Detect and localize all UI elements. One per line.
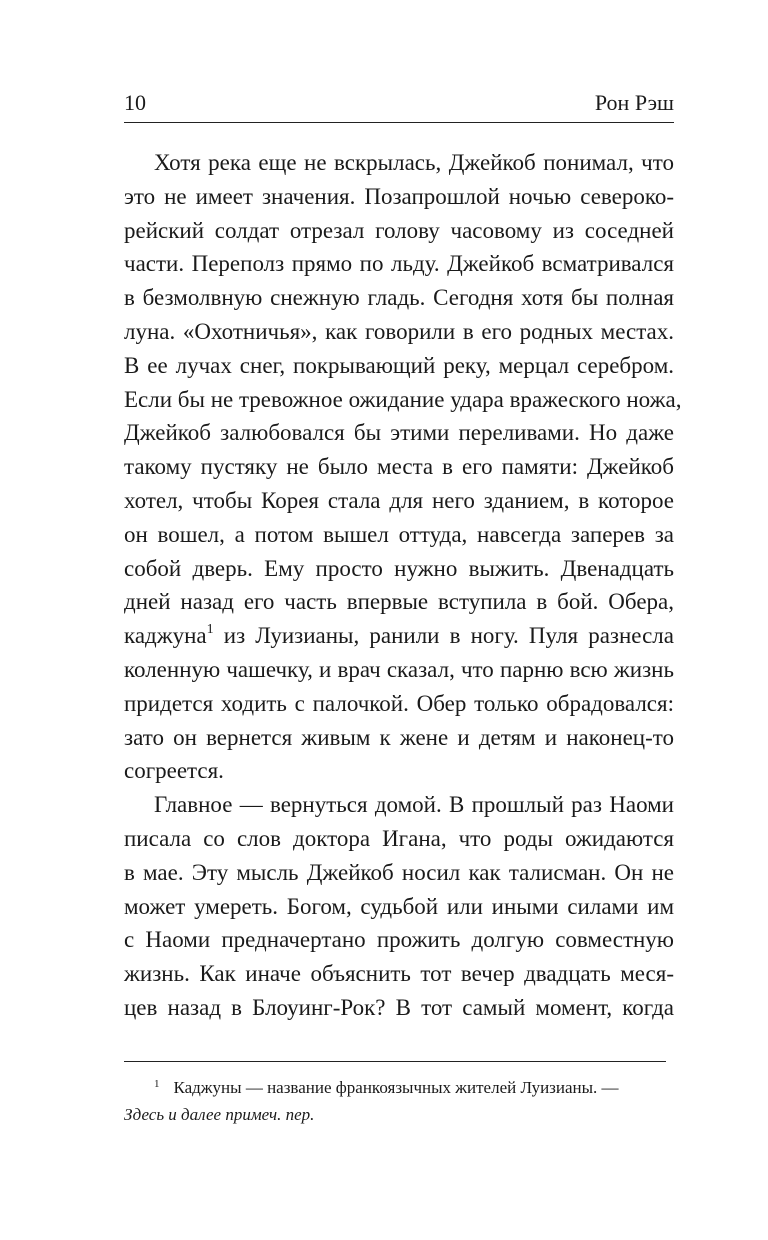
text-line: луна. «Охотничья», как говорили в его родных местах. [124, 318, 674, 344]
text-line: Хотя река еще не вскрылась, Джейкоб понимал, что [154, 150, 674, 175]
body-text [124, 146, 682, 1025]
page-number: 10 [124, 90, 146, 115]
text-line: жизнь. Как иначе объяснить тот вечер двадцать меся- [124, 961, 674, 987]
text-line: он вошел, а потом вышел оттуда, навсегда заперев за [124, 521, 674, 547]
text-line: в мае. Эту мысль Джейкоб носил как талисман. Он не [124, 859, 674, 885]
text-line: собой дверь. Ему просто нужно выжить. Двенадцать [124, 555, 674, 581]
footnote-line [124, 1074, 674, 1101]
text-line: В ее лучах снег, покрывающий реку, мерцал серебром. [124, 352, 674, 378]
text-line: хотел, чтобы Корея стала для него зданием, в которое [124, 487, 674, 513]
text-line: коленную чашечку, и врач сказал, что парню всю жизнь [124, 656, 674, 682]
text-fragment: каджуна [124, 623, 207, 649]
text-line: Если бы не тревожное ожидание удара вражеского ножа, [124, 386, 682, 412]
text-line: Джейкоб залюбовался бы этими переливами. Но даже [124, 420, 674, 446]
text-fragment: из Луизианы, ранили в ногу. Пуля разнесла [213, 623, 674, 649]
text-line: дней назад его часть впервые вступила в бой. Обера, [124, 589, 674, 615]
running-header [124, 88, 674, 123]
text-line: может умереть. Богом, судьбой или иными силами им [124, 893, 674, 919]
footnote-reference[interactable]: 1 [206, 621, 214, 637]
text-line-with-footnote [124, 619, 674, 653]
footnote-text: Каджуны — название франкоязычных жителей Луизианы. — [173, 1078, 619, 1097]
text-line: части. Переполз прямо по льду. Джейкоб всматривался [124, 251, 674, 277]
footnote [124, 1074, 674, 1128]
text-line: с Наоми предначертано прожить долгую совместную [124, 927, 674, 953]
footnote-attribution: Здесь и далее примеч. пер. [124, 1105, 315, 1124]
text-line: в безмолвную снежную гладь. Сегодня хотя бы полная [124, 285, 674, 311]
text-line: писала со слов доктора Игана, что роды ожидаются [124, 825, 674, 851]
text-line: это не имеет значения. Позапрошлой ночью северoко- [124, 183, 674, 209]
text-line: рейский солдат отрезал голову часовому из соседней [124, 217, 674, 243]
text-line: такому пустяку не было места в его памяти: Джейкоб [124, 454, 674, 480]
text-line: Главное — вернуться домой. В прошлый раз Наоми [154, 792, 674, 818]
footnote-divider [124, 1061, 666, 1062]
text-line: придется ходить с палочкой. Обер только обрадовался: [124, 690, 674, 716]
text-line: согреется. [124, 758, 224, 784]
text-line: цев назад в Блоуинг-Рок? В тот самый момент, когда [124, 994, 674, 1020]
running-head-author: Рон Рэш [594, 90, 674, 115]
footnote-marker: 1 [154, 1078, 160, 1090]
text-line: зато он вернется живым к жене и детям и наконец-то [124, 724, 674, 750]
